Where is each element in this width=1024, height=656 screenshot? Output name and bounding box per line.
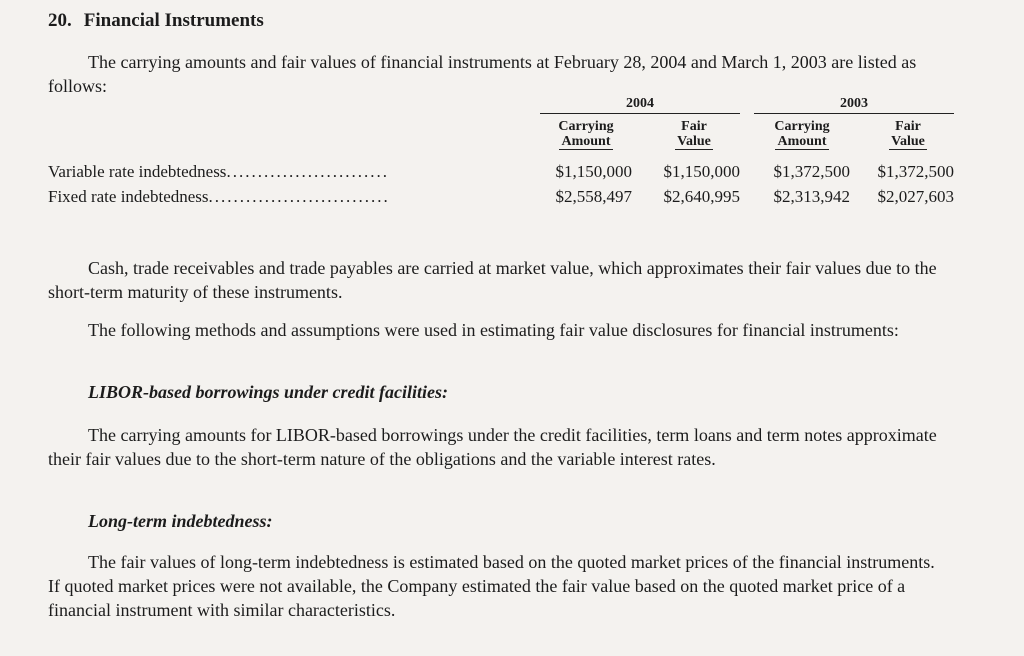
col-header-carrying-2003: [754, 119, 850, 149]
row-label-variable: Variable rate indebtedness: [48, 162, 227, 181]
table-row-label: [48, 187, 390, 207]
col-header-line2: Value: [891, 134, 925, 149]
section-title: Financial Instruments: [83, 10, 264, 31]
table-row-label: [48, 162, 389, 182]
section-heading: [48, 10, 264, 32]
col-header-fair-2003: [862, 119, 954, 149]
methods-paragraph: The following methods and assumptions were used in estimating fair value disclosures for financial instruments:: [88, 320, 899, 340]
dot-leader: ..........................: [226, 162, 389, 181]
dot-leader: .............................: [208, 187, 390, 206]
year-header-2003: 2003: [840, 96, 868, 111]
cell-variable-fair-2004: $1,150,000: [663, 162, 740, 181]
col-header-line2: Amount: [777, 134, 827, 149]
col-header-carrying-2004: [540, 119, 632, 149]
libor-subheading: LIBOR-based borrowings under credit facilities:: [88, 382, 449, 402]
cell-fixed-fair-2003: $2,027,603: [877, 187, 954, 206]
longterm-subheading: Long-term indebtedness:: [88, 511, 273, 531]
year-header-2004: 2004: [626, 96, 654, 111]
cell-variable-carrying-2004: $1,150,000: [555, 162, 632, 181]
longterm-paragraph: The fair values of long-term indebtedness is estimated based on the quoted market prices of the financial instruments. If quoted market prices were not available, the Company estimated the fair value based on the quoted market price of a financial instrument with similar characteristics.: [48, 552, 935, 620]
row-label-fixed: Fixed rate indebtedness: [48, 187, 209, 206]
section-number: 20.: [48, 10, 72, 31]
col-header-line2: Value: [677, 134, 711, 149]
cell-fixed-fair-2004: $2,640,995: [663, 187, 740, 206]
col-header-line1: Fair: [681, 119, 707, 134]
cell-variable-fair-2003: $1,372,500: [877, 162, 954, 181]
libor-paragraph: The carrying amounts for LIBOR-based borrowings under the credit facilities, term loans and term notes approximate their fair values due to the short-term nature of the obligations and the variable interest rates.: [48, 425, 937, 469]
col-header-line2: Amount: [561, 134, 611, 149]
year-rule-2003: [754, 113, 954, 114]
year-rule-2004: [540, 113, 740, 114]
cash-paragraph: Cash, trade receivables and trade payables are carried at market value, which approximates their fair values due to the short-term maturity of these instruments.: [48, 258, 937, 302]
col-header-fair-2004: [648, 119, 740, 149]
cell-fixed-carrying-2003: $2,313,942: [773, 187, 850, 206]
cell-variable-carrying-2003: $1,372,500: [773, 162, 850, 181]
col-header-line1: Fair: [895, 119, 921, 134]
col-header-line1: Carrying: [774, 119, 830, 134]
col-header-line1: Carrying: [558, 119, 614, 134]
cell-fixed-carrying-2004: $2,558,497: [555, 187, 632, 206]
intro-paragraph: The carrying amounts and fair values of financial instruments at February 28, 2004 and March 1, 2003 are listed as follows:: [48, 52, 917, 96]
